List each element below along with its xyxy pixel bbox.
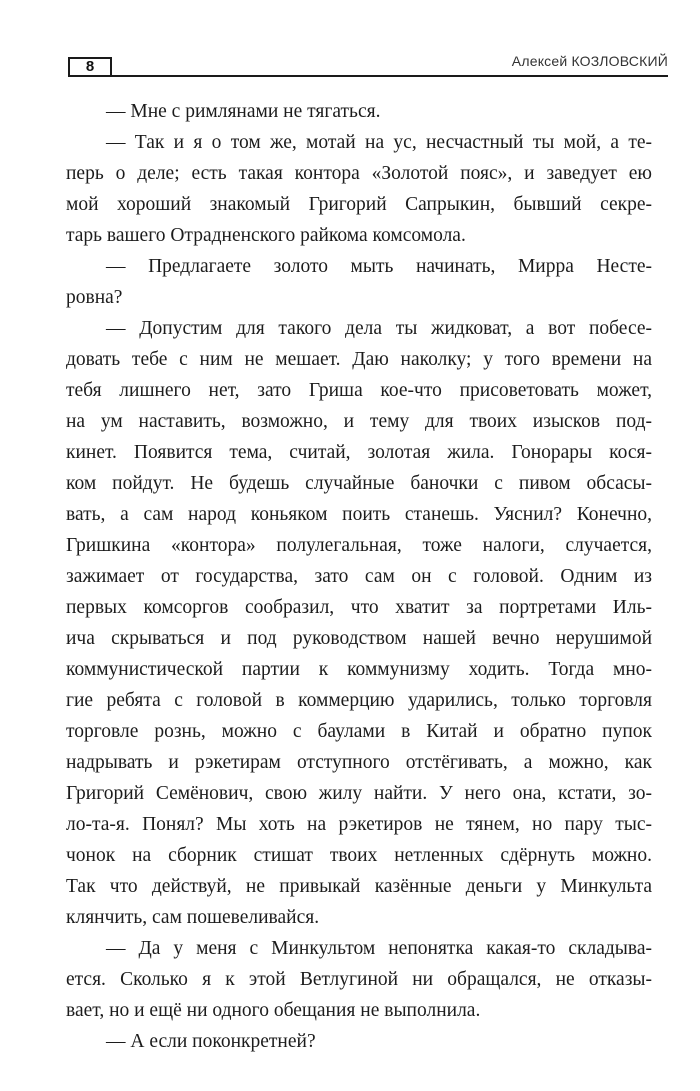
text-line: ича скрываться и под руководством нашей вечно нерушимой [66, 628, 652, 649]
text-line: коммунистической партии к коммунизму ходить. Тогда мно- [66, 659, 652, 680]
text-line: перь о деле; есть такая контора «Золотой пояс», и заведует ею [66, 163, 652, 184]
text-line: Так что действуй, не привыкай казённые деньги у Минкульта [66, 876, 652, 897]
text-line: надрывать и рэкетирам отступного отстёгивать, а можно, как [66, 752, 652, 773]
text-line: довать тебе с ним не мешает. Даю наколку; у того времени на [66, 349, 652, 370]
text-line: на ум наставить, возможно, и тему для твоих изысков под- [66, 411, 652, 432]
text-line: ется. Сколько я к этой Ветлугиной ни обращался, не отказы- [66, 969, 652, 990]
text-line: клянчить, сам пошевеливайся. [66, 907, 320, 928]
text-line: ком пойдут. Не будешь случайные баночки с пивом обсасы- [66, 473, 652, 494]
running-header [68, 55, 668, 79]
text-line: ло-та-я. Понял? Мы хоть на рэкетиров не тянем, но пару тыс- [66, 814, 652, 835]
text-line: — Допустим для такого дела ты жидковат, а вот побесе- [106, 318, 652, 339]
text-line: Гришкина «контора» полулегальная, тоже налоги, случается, [66, 535, 652, 556]
text-line: гие ребята с головой в коммерцию ударились, только торговля [66, 690, 652, 711]
text-line: чонок на сборник стишат твоих нетленных сдёрнуть можно. [66, 845, 652, 866]
text-line: мой хороший знакомый Григорий Сапрыкин, бывший секре- [66, 194, 652, 215]
text-line: — Мне с римлянами не тягаться. [106, 101, 381, 122]
text-line: первых комсоргов сообразил, что хватит за портретами Иль- [66, 597, 652, 618]
text-line: Григорий Семёнович, свою жилу найти. У него она, кстати, зо- [66, 783, 652, 804]
body-text [66, 96, 652, 1057]
text-line: зажимает от государства, зато сам он с головой. Одним из [66, 566, 652, 587]
text-line: вает, но и ещё ни одного обещания не выполнила. [66, 1000, 481, 1021]
text-line: — Да у меня с Минкультом непонятка какая-то складыва- [106, 938, 652, 959]
header-rule [112, 75, 668, 77]
running-title: Алексей КОЗЛОВСКИЙ [511, 53, 668, 69]
text-line: вать, а сам народ коньяком поить станешь. Уяснил? Конечно, [66, 504, 652, 525]
text-line: торговле рознь, можно с баулами в Китай и обратно пупок [66, 721, 652, 742]
text-line: ровна? [66, 287, 123, 308]
text-line: тарь вашего Отрадненского райкома комсомола. [66, 225, 466, 246]
text-line: тебя лишнего нет, зато Гриша кое-что присоветовать может, [66, 380, 652, 401]
text-line: — Предлагаете золото мыть начинать, Мирра Несте- [106, 256, 652, 277]
text-line: кинет. Появится тема, считай, золотая жила. Гонорары кося- [66, 442, 652, 463]
text-line: — А если поконкретней? [106, 1031, 316, 1052]
text-line: — Так и я о том же, мотай на ус, несчастный ты мой, а те- [106, 132, 652, 153]
page-number: 8 [68, 57, 112, 77]
